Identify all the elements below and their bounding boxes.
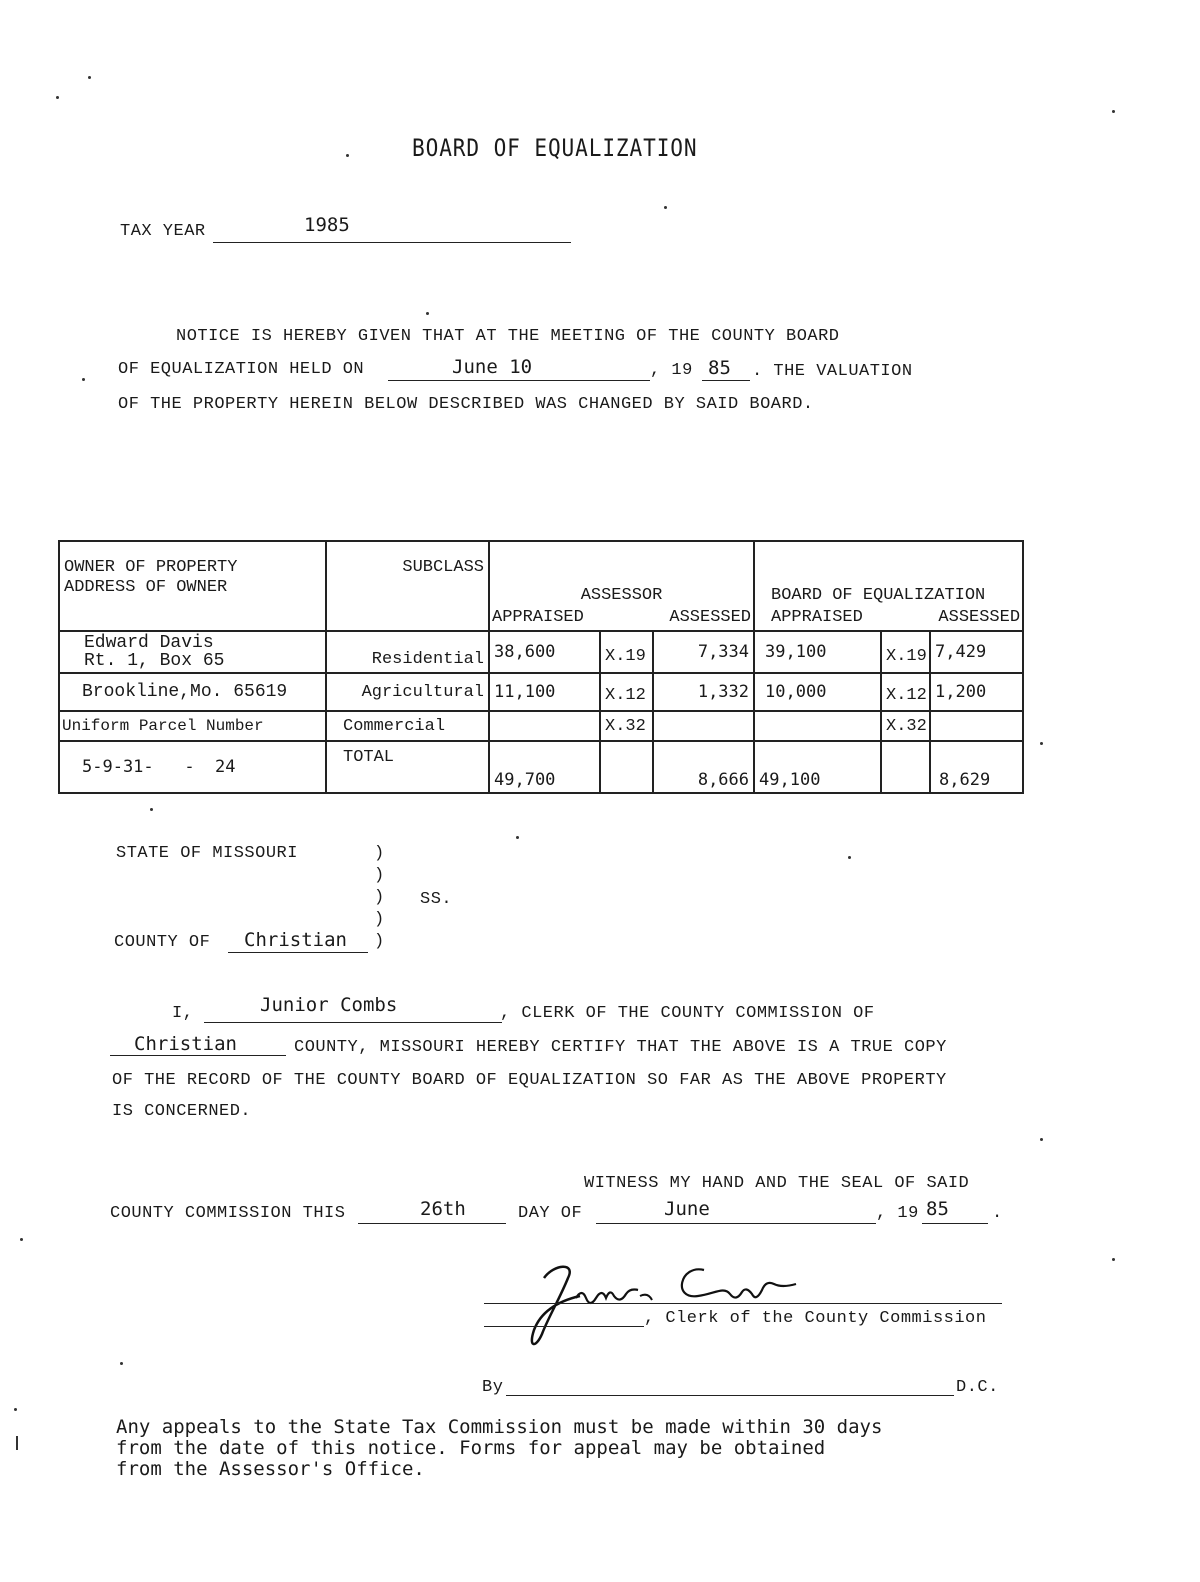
- assessor-total-appraised: 49,700: [489, 741, 600, 793]
- notice-year-suffix: 85: [708, 357, 731, 379]
- scan-speck: [1040, 1138, 1043, 1141]
- scan-speck: [346, 154, 349, 157]
- total-row: [59, 741, 1023, 793]
- valuation-table: [58, 540, 1024, 794]
- notice-year-prefix: , 19: [650, 361, 693, 380]
- witness-year-line: [922, 1223, 988, 1224]
- cert-county-value: Christian: [134, 1033, 237, 1055]
- notice-line-2a: OF EQUALIZATION HELD ON: [118, 360, 365, 379]
- boe-total-assessed: 8,629: [930, 741, 1023, 793]
- clerk-name-line: [204, 1022, 502, 1023]
- meeting-date-line: [388, 380, 650, 381]
- ss-label: SS.: [420, 890, 453, 909]
- county-line: [228, 952, 368, 953]
- assessor-header: [489, 541, 754, 631]
- footer-line-1: Any appeals to the State Tax Commission must be made within 30 days: [116, 1416, 883, 1438]
- day-of-label: DAY OF: [518, 1204, 583, 1223]
- clerk-title: , Clerk of the County Commission: [644, 1309, 987, 1328]
- by-line: [506, 1395, 954, 1396]
- scan-speck: [150, 808, 153, 811]
- scan-speck: [664, 206, 667, 209]
- cert-i-label: I,: [172, 1004, 194, 1023]
- page-title: BOARD OF EQUALIZATION: [412, 134, 698, 162]
- boe-total-appraised: 49,100: [754, 741, 881, 793]
- owner-address-2: Brookline,Mo. 65619: [59, 673, 326, 711]
- witness-day: 26th: [420, 1198, 466, 1220]
- scan-speck: [1112, 1258, 1115, 1261]
- assessor-total-rate-cell: [600, 741, 653, 793]
- meeting-date: June 10: [452, 356, 533, 378]
- witness-year-prefix: , 19: [876, 1204, 919, 1223]
- notice-year-line: [702, 380, 750, 381]
- owner-cell: [59, 631, 326, 673]
- footer-line-3: from the Assessor's Office.: [116, 1458, 425, 1480]
- subclass-cell: Agricultural: [326, 673, 489, 711]
- owner-header-line2: ADDRESS OF OWNER: [64, 578, 228, 597]
- boe-assessed-header: ASSESSED: [938, 608, 1021, 627]
- scan-speck: [88, 76, 91, 79]
- witness-period: .: [992, 1204, 1003, 1223]
- assessor-assessed-cell: 7,334: [653, 631, 754, 673]
- county-label: COUNTY OF: [114, 933, 211, 952]
- assessor-total-assessed: 8,666: [653, 741, 754, 793]
- parcel-label: Uniform Parcel Number: [59, 711, 326, 741]
- scan-mark: [16, 1436, 18, 1450]
- table-row: [59, 673, 1023, 711]
- boe-appraised-cell: 10,000: [754, 673, 881, 711]
- boe-assessed-cell: [930, 711, 1023, 741]
- cert-line-4: IS CONCERNED.: [112, 1102, 252, 1121]
- parcel-number: 5-9-31- - 24: [59, 741, 326, 793]
- owner-header-line1: OWNER OF PROPERTY: [64, 558, 238, 577]
- state-label: STATE OF MISSOURI: [116, 844, 298, 863]
- by-label: By: [482, 1378, 504, 1397]
- scan-speck: [14, 1408, 17, 1411]
- boe-rate-cell: X.19: [881, 631, 930, 673]
- scan-speck: [82, 378, 85, 381]
- venue-brackets: ) ) ) ) ): [374, 844, 385, 951]
- scan-speck: [426, 312, 429, 315]
- assessor-rate-cell: X.32: [600, 711, 653, 741]
- total-label: TOTAL: [326, 741, 489, 793]
- month-line: [596, 1223, 876, 1224]
- owner-name: Edward Davis: [84, 633, 214, 653]
- assessor-assessed-header: ASSESSED: [669, 608, 752, 627]
- table-row: [59, 631, 1023, 673]
- boe-rate-cell: X.12: [881, 673, 930, 711]
- subclass-header: SUBCLASS: [326, 541, 489, 631]
- witness-year-suffix: 85: [926, 1198, 949, 1220]
- witness-month: June: [664, 1198, 710, 1220]
- scan-speck: [1040, 742, 1043, 745]
- cert-line-1-rest: , CLERK OF THE COUNTY COMMISSION OF: [500, 1004, 875, 1023]
- notice-line-3: OF THE PROPERTY HEREIN BELOW DESCRIBED WAS CHANGED BY SAID BOARD.: [118, 395, 814, 414]
- boe-appraised-cell: [754, 711, 881, 741]
- boe-rate-cell: X.32: [881, 711, 930, 741]
- cert-line-2-rest: COUNTY, MISSOURI HEREBY CERTIFY THAT THE ABOVE IS A TRUE COPY: [294, 1038, 947, 1057]
- boe-assessed-cell: 7,429: [930, 631, 1023, 673]
- clerk-name: Junior Combs: [260, 994, 398, 1016]
- notice-line-1: NOTICE IS HEREBY GIVEN THAT AT THE MEETING OF THE COUNTY BOARD: [176, 327, 840, 346]
- assessor-appraised-cell: 11,100: [489, 673, 600, 711]
- day-line: [358, 1223, 506, 1224]
- signature-line: [484, 1326, 644, 1327]
- subclass-cell: Commercial: [326, 711, 489, 741]
- assessor-rate-cell: X.19: [600, 631, 653, 673]
- scan-speck: [848, 856, 851, 859]
- tax-year-line: [213, 242, 571, 243]
- boe-appraised-header: APPRAISED: [771, 608, 863, 627]
- scan-speck: [1112, 110, 1115, 113]
- assessor-rate-cell: X.12: [600, 673, 653, 711]
- assessor-appraised-header: APPRAISED: [492, 608, 584, 627]
- table-row: [59, 711, 1023, 741]
- scan-speck: [120, 1362, 123, 1365]
- boe-appraised-cell: 39,100: [754, 631, 881, 673]
- subclass-cell: Residential: [326, 631, 489, 673]
- witness-line-1: WITNESS MY HAND AND THE SEAL OF SAID: [584, 1174, 970, 1193]
- tax-year-value: 1985: [304, 214, 350, 236]
- county-value: Christian: [244, 929, 347, 951]
- scan-speck: [20, 1238, 23, 1241]
- owner-address-1: Rt. 1, Box 65: [84, 651, 225, 671]
- boe-header-title: BOARD OF EQUALIZATION: [771, 586, 986, 605]
- notice-line-2b: . THE VALUATION: [752, 362, 913, 381]
- scan-speck: [56, 96, 59, 99]
- cert-line-3: OF THE RECORD OF THE COUNTY BOARD OF EQUALIZATION SO FAR AS THE ABOVE PROPERTY: [112, 1071, 947, 1090]
- scan-speck: [516, 836, 519, 839]
- dc-label: D.C.: [956, 1378, 999, 1397]
- tax-year-label: TAX YEAR: [120, 222, 206, 241]
- footer-line-2: from the date of this notice. Forms for appeal may be obtained: [116, 1437, 826, 1459]
- owner-header: [59, 541, 326, 631]
- boe-total-rate-cell: [881, 741, 930, 793]
- assessor-appraised-cell: 38,600: [489, 631, 600, 673]
- assessor-assessed-cell: [653, 711, 754, 741]
- assessor-header-title: ASSESSOR: [580, 586, 663, 605]
- commission-label: COUNTY COMMISSION THIS: [110, 1204, 346, 1223]
- clerk-signature: [484, 1256, 804, 1356]
- assessor-appraised-cell: [489, 711, 600, 741]
- cert-county-line: [110, 1055, 286, 1056]
- assessor-assessed-cell: 1,332: [653, 673, 754, 711]
- signature-line-top: [484, 1303, 1002, 1304]
- boe-header: [754, 541, 1023, 631]
- boe-assessed-cell: 1,200: [930, 673, 1023, 711]
